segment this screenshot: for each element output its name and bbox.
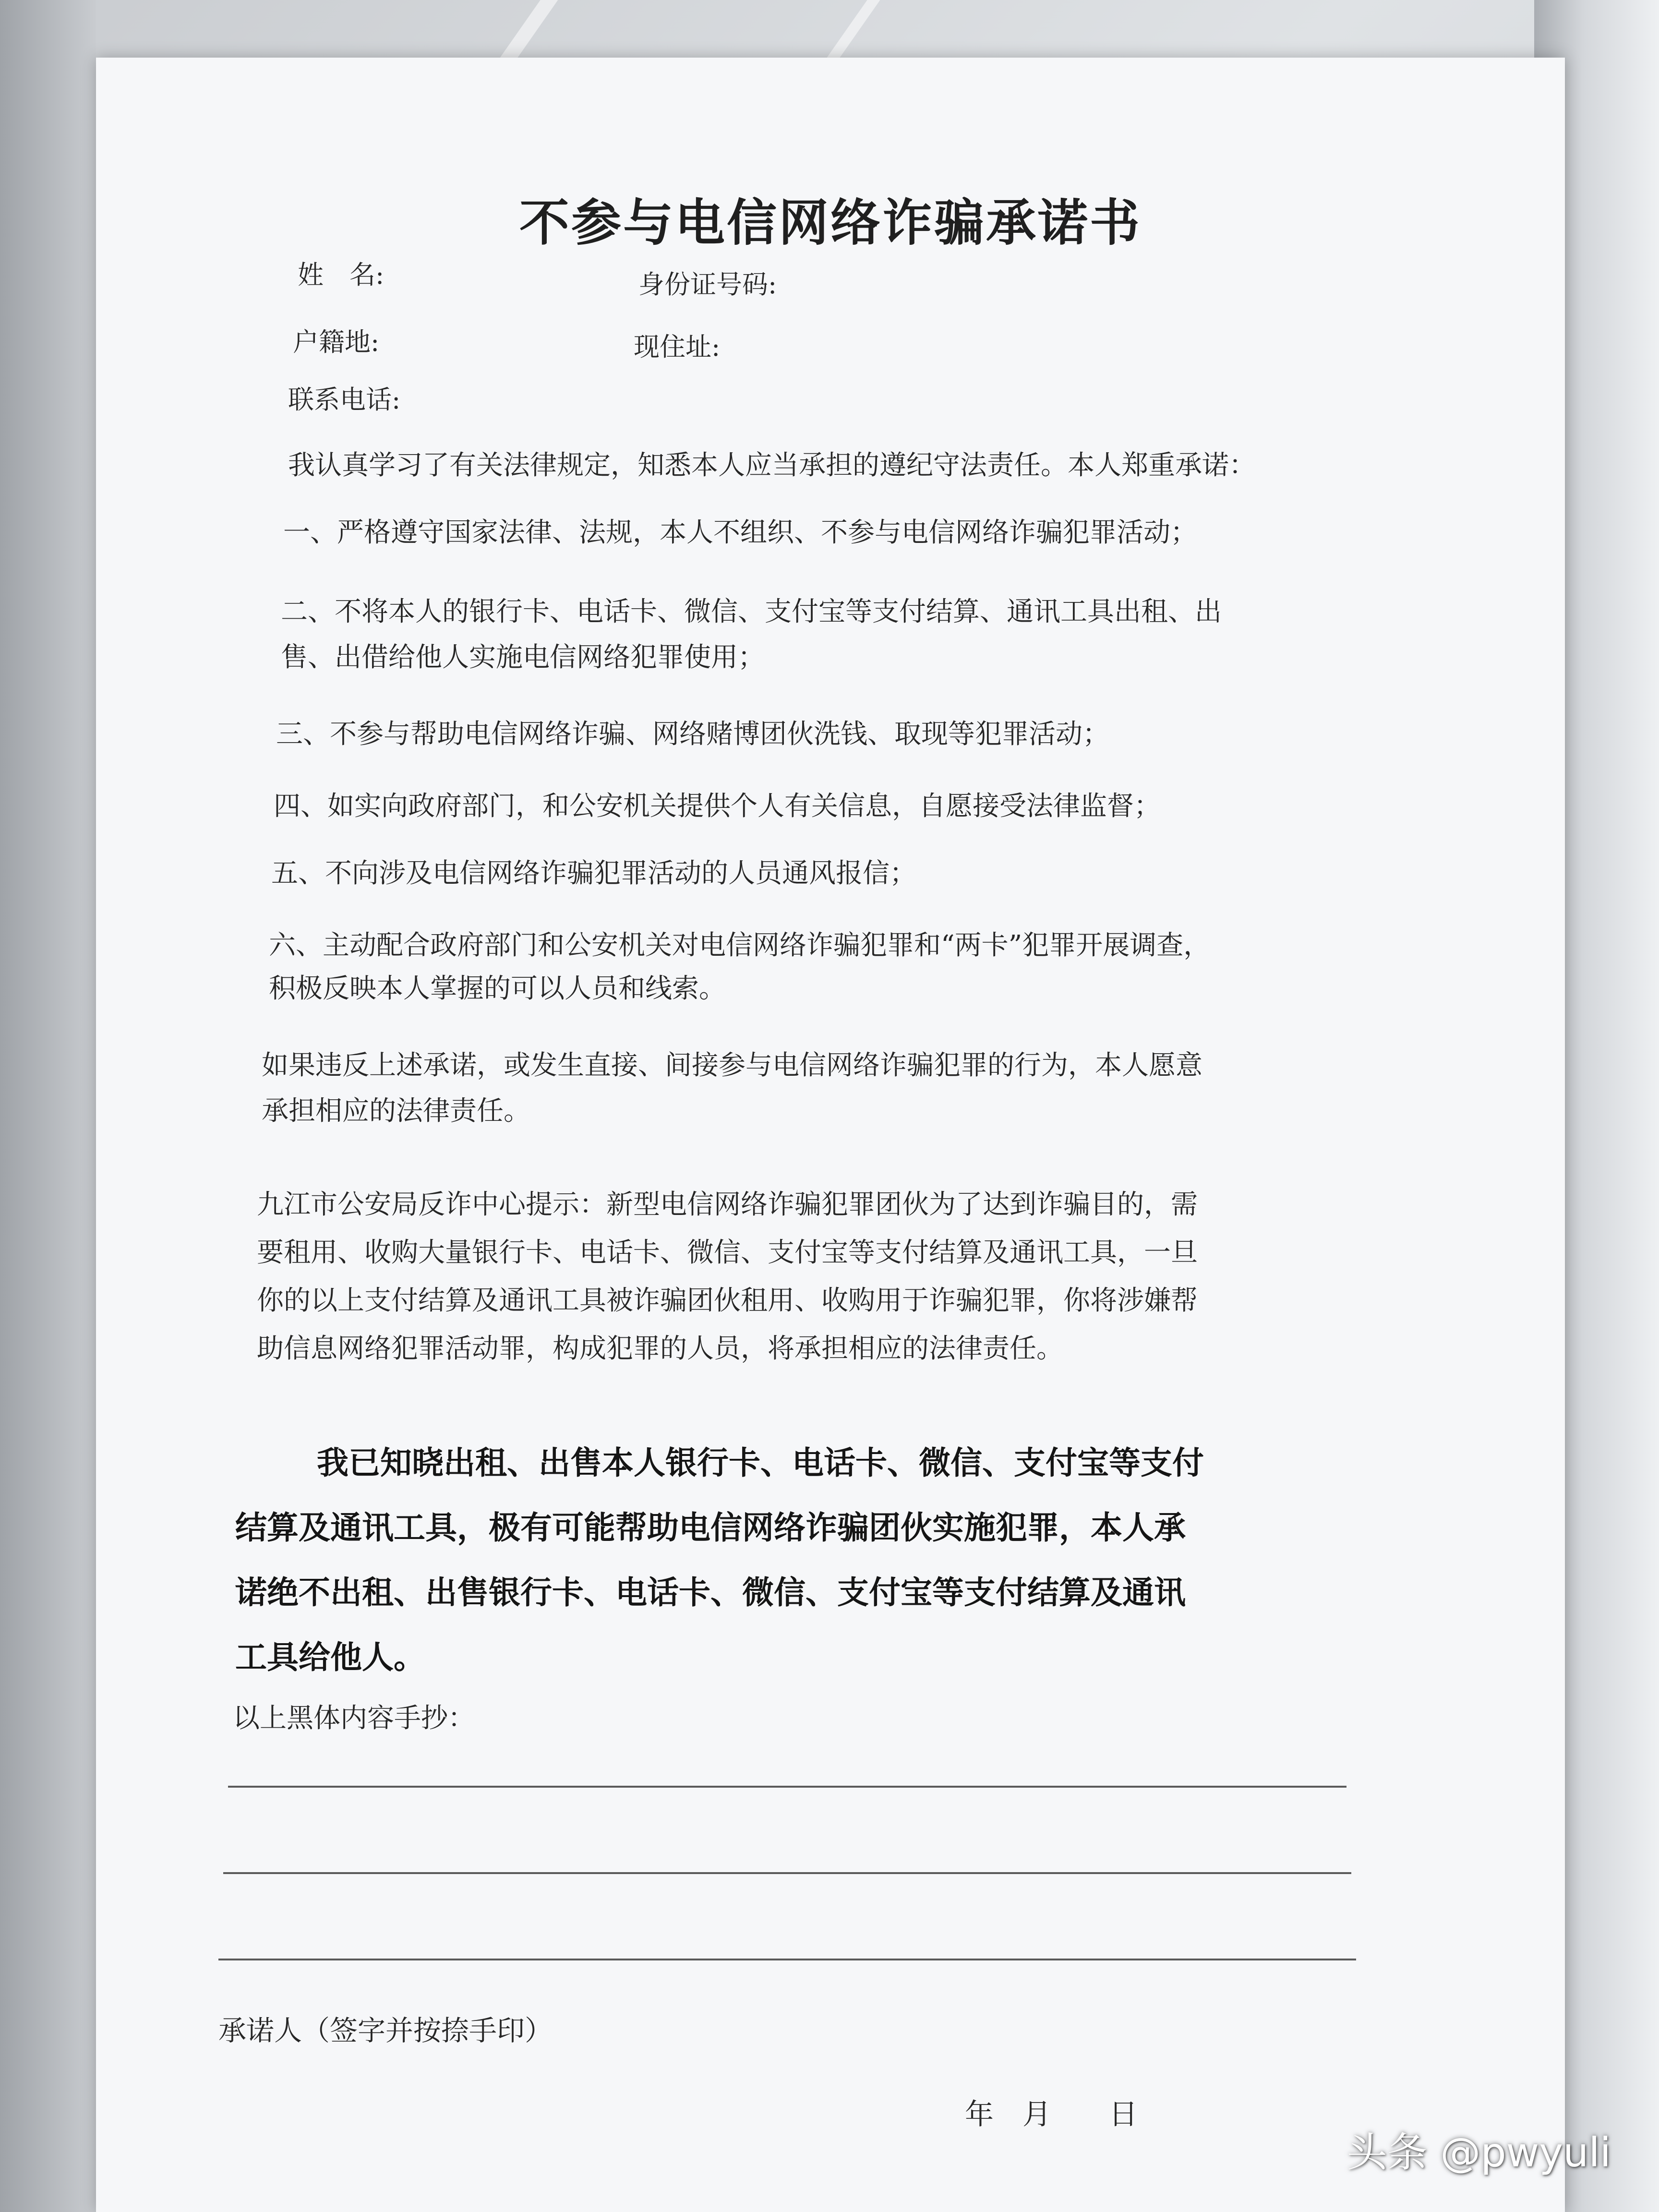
document-title: 不参与电信网络诈骗承诺书 (519, 193, 1142, 252)
bold-pledge-line: 结算及通讯工具，极有可能帮助电信网络诈骗团伙实施犯罪，本人承 (235, 1509, 1186, 1546)
commitment-item: 四、如实向政府部门，和公安机关提供个人有关信息，自愿接受法律监督； (274, 791, 1161, 822)
police-reminder-continued: 要租用、收购大量银行卡、电话卡、微信、支付宝等支付结算及通讯工具，一旦 (257, 1237, 1198, 1268)
handwriting-line[interactable] (228, 1786, 1346, 1788)
commitment-item-continued: 售、出借给他人实施电信网络犯罪使用； (281, 642, 765, 673)
commitment-item: 三、不参与帮助电信网络诈骗、网络赌博团伙洗钱、取现等犯罪活动； (276, 719, 1109, 750)
copy-instruction: 以上黑体内容手抄： (233, 1703, 475, 1734)
violation-clause: 如果违反上述承诺，或发生直接、间接参与电信网络诈骗犯罪的行为，本人愿意 (262, 1050, 1202, 1081)
commitment-item: 一、严格遵守国家法律、法规，本人不组织、不参与电信网络诈骗犯罪活动； (283, 517, 1197, 548)
signature-label: 承诺人（签字并按捺手印） (218, 2014, 553, 2047)
handwriting-line[interactable] (223, 1872, 1351, 1874)
date-label: 年 月 日 (965, 2098, 1138, 2131)
name-field-label: 姓 名: (298, 260, 385, 290)
police-reminder: 九江市公安局反诈中心提示：新型电信网络诈骗犯罪团伙为了达到诈骗目的，需 (257, 1189, 1198, 1220)
bold-pledge-statement (235, 1431, 1464, 1690)
household-registration-field-label: 户籍地: (293, 327, 380, 357)
phone-field-label: 联系电话: (288, 385, 401, 415)
pledge-document (96, 58, 1565, 2212)
commitment-item-continued: 积极反映本人掌握的可以人员和线索。 (269, 973, 726, 1004)
background-left-edge (0, 0, 96, 2212)
watermark: 头条 @pwyuli (1346, 2129, 1611, 2176)
bold-pledge-line: 工具给他人。 (235, 1639, 425, 1676)
bold-pledge-line: 诺绝不出租、出售银行卡、电话卡、微信、支付宝等支付结算及通讯 (235, 1574, 1186, 1611)
commitment-item: 六、主动配合政府部门和公安机关对电信网络诈骗犯罪和“两卡”犯罪开展调查， (269, 930, 1211, 961)
current-address-field-label: 现住址: (634, 332, 721, 362)
violation-clause-continued: 承担相应的法律责任。 (262, 1095, 530, 1127)
commitment-item: 五、不向涉及电信网络诈骗犯罪活动的人员通风报信； (271, 858, 916, 889)
handwriting-line[interactable] (218, 1959, 1356, 1960)
police-reminder-continued: 你的以上支付结算及通讯工具被诈骗团伙租用、收购用于诈骗犯罪，你将涉嫌帮 (257, 1285, 1198, 1316)
bold-pledge-line: 我已知晓出租、出售本人银行卡、电话卡、微信、支付宝等支付 (317, 1444, 1204, 1481)
commitment-item: 二、不将本人的银行卡、电话卡、微信、支付宝等支付结算、通讯工具出租、出 (281, 596, 1222, 627)
id-number-field-label: 身份证号码: (638, 269, 777, 300)
police-reminder-continued: 助信息网络犯罪活动罪，构成犯罪的人员，将承担相应的法律责任。 (257, 1333, 1063, 1364)
intro-paragraph: 我认真学习了有关法律规定，知悉本人应当承担的遵纪守法责任。本人郑重承诺： (288, 450, 1256, 481)
